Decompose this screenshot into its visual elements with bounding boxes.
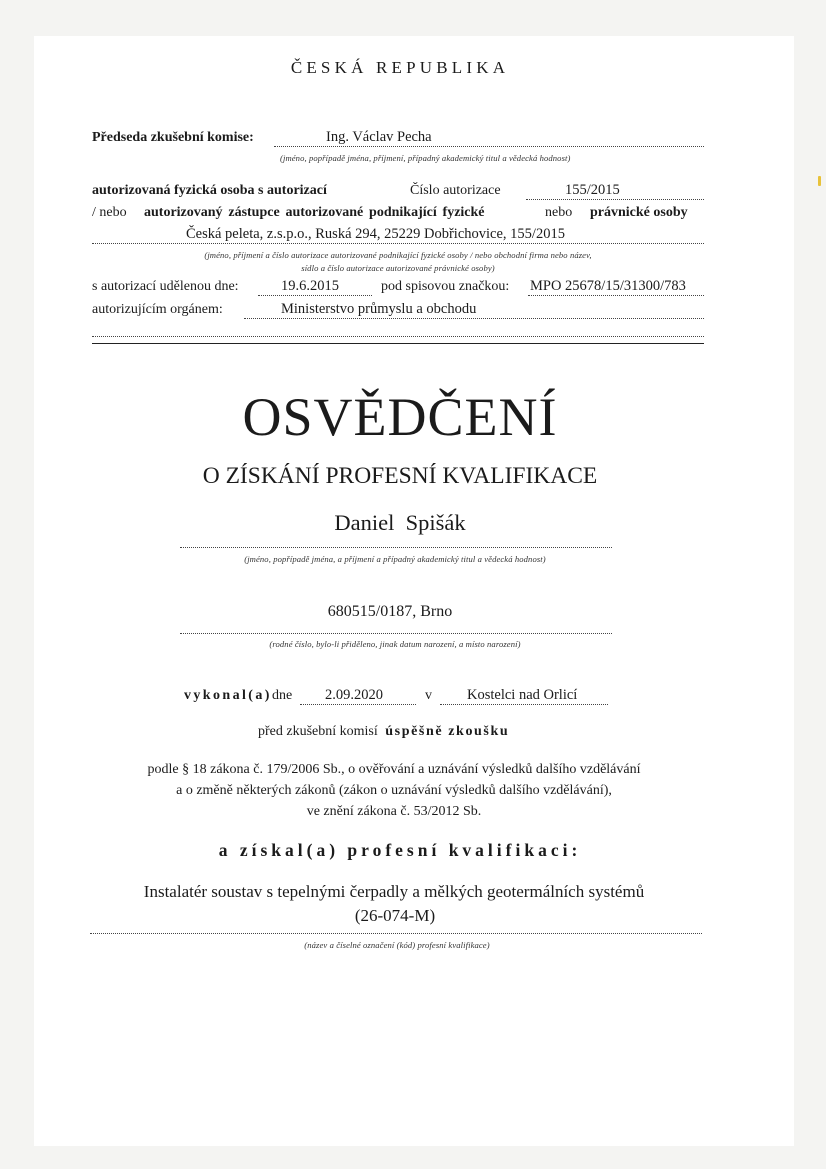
authority-label: autorizujícím orgánem: [92, 302, 223, 317]
granted-date: 19.6.2015 [281, 278, 339, 294]
qualification-name: Instalatér soustav s tepelnými čerpadly a mělkých geotermálních systémů [143, 882, 645, 901]
authority-value: Ministerstvo průmyslu a obchodu [281, 301, 477, 317]
law-line-1: podle § 18 zákona č. 179/2006 Sb., o ověřování a uznávání výsledků dalšího vzdělávání [147, 762, 641, 777]
law-line-2: a o změně některých zákonů (zákon o uznávání výsledků dalšího vzdělávání), [176, 783, 612, 798]
birth-value: 680515/0187, Brno [327, 603, 453, 620]
qualification-hint: (název a číselné označení (kód) profesní kvalifikace) [304, 940, 490, 950]
exam-place-line [440, 704, 608, 705]
representative-or: nebo [545, 205, 573, 220]
holder-name-line [180, 547, 612, 548]
company-value: Česká peleta, z.s.p.o., Ruská 294, 25229 Dobřichovice, 155/2015 [186, 226, 565, 242]
birth-hint: (rodné číslo, bylo-li přiděleno, jinak datum narození, a místo narození) [269, 639, 521, 649]
granted-label: s autorizací udělenou dne: [92, 279, 239, 294]
file-number-line [528, 295, 704, 296]
certificate-subtitle: O ZÍSKÁNÍ PROFESNÍ KVALIFIKACE [202, 463, 598, 489]
chair-line [274, 146, 704, 147]
authority-line [244, 318, 704, 319]
representative-legal: právnické osoby [590, 205, 688, 220]
exam-line-text: před zkušební komisí [258, 724, 378, 739]
auth-person-label: autorizovaná fyzická osoba s autorizací [92, 183, 327, 198]
auth-number-label: Číslo autorizace [410, 183, 501, 198]
company-hint-1: (jméno, příjmení a číslo autorizace autorizované podnikající fyzické osoby / nebo obchodní firma nebo název, [204, 250, 592, 260]
paper-mark [818, 176, 821, 186]
performed-on-label: dne [272, 688, 293, 703]
holder-hint: (jméno, popřípadě jména, a příjmení a případný akademický titul a vědecká hodnost) [244, 554, 546, 564]
auth-number: 155/2015 [565, 182, 620, 198]
birth-line [180, 633, 612, 634]
qualification-code: (26-074-M) [354, 906, 436, 925]
granted-date-line [258, 295, 372, 296]
law-line-3: ve znění zákona č. 53/2012 Sb. [306, 804, 482, 819]
exam-place: Kostelci nad Orlicí [467, 687, 578, 703]
chair-name: Ing. Václav Pecha [326, 129, 432, 145]
chair-label: Předseda zkušební komise: [92, 130, 254, 145]
representative-prefix: / nebo [92, 205, 127, 220]
company-line [92, 243, 704, 244]
representative-text: autorizovaný zástupce autorizované podnikající fyzické [144, 205, 485, 220]
qualification-line [90, 933, 702, 934]
certificate-page [34, 36, 794, 1146]
exam-date: 2.09.2020 [325, 687, 383, 703]
company-hint-2: sídlo a číslo autorizace autorizované právnické osoby) [301, 263, 495, 273]
performed-label: vykonal(a) [184, 688, 272, 703]
certificate-title: OSVĚDČENÍ [242, 387, 558, 447]
exam-success-text: úspěšně zkoušku [385, 724, 510, 739]
country-heading: ČESKÁ REPUBLIKA [290, 58, 510, 77]
auth-number-line [526, 199, 704, 200]
obtained-heading: a získal(a) profesní kvalifikaci: [218, 840, 582, 860]
chair-hint: (jméno, popřípadě jména, příjmení, případný akademický titul a vědecká hodnost) [280, 153, 571, 163]
file-label: pod spisovou značkou: [381, 279, 510, 294]
blank-line [92, 336, 704, 337]
exam-date-line [300, 704, 416, 705]
file-number: MPO 25678/15/31300/783 [530, 278, 686, 294]
section-divider [92, 343, 704, 344]
in-label: v [425, 688, 432, 703]
holder-name: Daniel Spišák [334, 510, 466, 535]
